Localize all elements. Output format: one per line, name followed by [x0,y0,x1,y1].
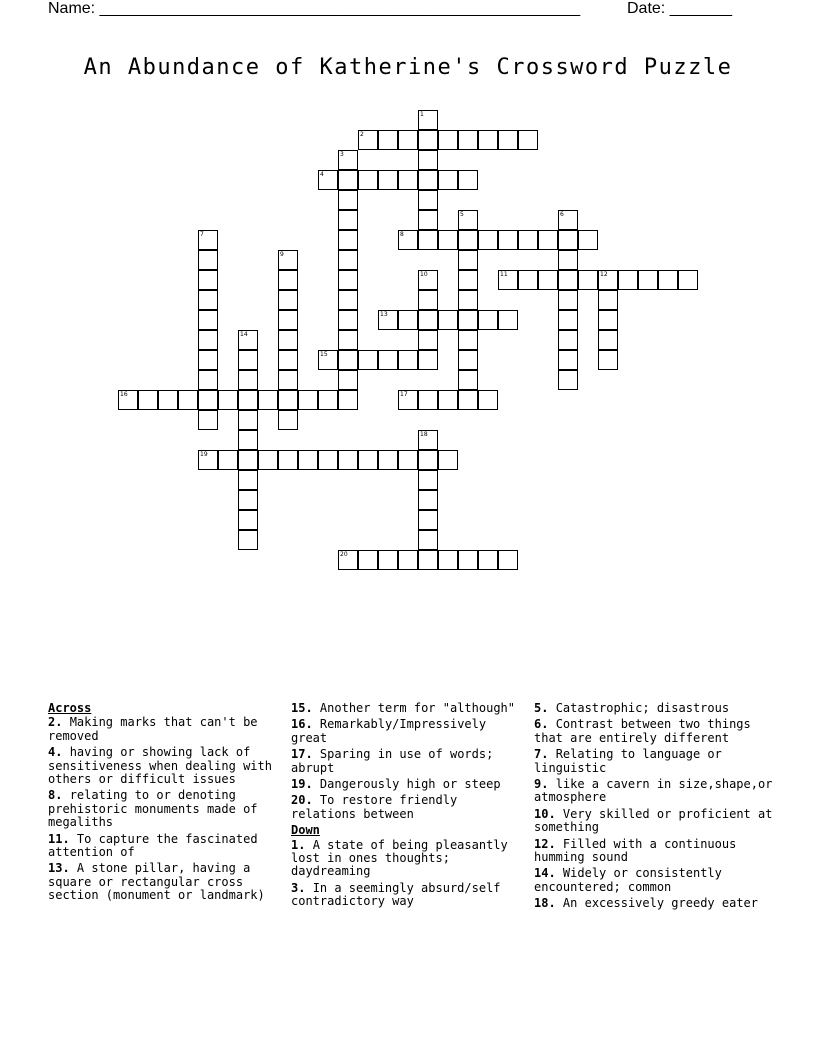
clue-text: Catastrophic; disastrous [555,701,730,715]
crossword-cell[interactable] [478,130,498,150]
clue-number: 1. [291,837,306,852]
crossword-cell[interactable] [238,470,258,490]
crossword-cell[interactable] [238,450,258,470]
clue-down-12 [534,838,774,865]
clue-across-17 [291,748,527,775]
crossword-cell[interactable] [418,470,438,490]
clues-column-3 [534,702,774,914]
crossword-cell[interactable] [358,350,378,370]
cell-number: 4 [320,171,324,178]
crossword-cell[interactable] [558,250,578,270]
crossword-cell[interactable] [298,450,318,470]
crossword-cell[interactable] [418,330,438,350]
crossword-cell[interactable] [598,330,618,350]
crossword-cell[interactable] [558,310,578,330]
crossword-cell[interactable] [578,230,598,250]
crossword-cell[interactable] [238,350,258,370]
clue-number: 6. [534,717,549,732]
cell-number: 1 [420,111,424,118]
crossword-cell[interactable] [418,170,438,190]
crossword-cell[interactable] [278,370,298,390]
clue-text: Very skilled or proficient at something [534,806,773,835]
cell-number: 9 [280,251,284,258]
crossword-cell[interactable] [278,290,298,310]
clue-text: To capture the fascinated attention of [48,831,258,860]
across-heading: Across [48,701,92,715]
crossword-cell[interactable] [458,270,478,290]
crossword-cell[interactable] [478,310,498,330]
crossword-cell[interactable] [398,450,418,470]
crossword-cell[interactable] [418,430,438,450]
crossword-cell[interactable] [278,330,298,350]
crossword-cell[interactable] [458,330,478,350]
cell-number: 20 [340,551,348,558]
clue-across-16 [291,718,527,745]
crossword-cell[interactable] [338,270,358,290]
crossword-cell[interactable] [118,390,138,410]
crossword-cell[interactable] [238,430,258,450]
crossword-cell[interactable] [338,210,358,230]
crossword-cell[interactable] [418,210,438,230]
crossword-cell[interactable] [198,230,218,250]
crossword-cell[interactable] [378,550,398,570]
crossword-cell[interactable] [538,270,558,290]
clue-number: 12. [534,836,556,851]
crossword-cell[interactable] [398,310,418,330]
crossword-cell[interactable] [418,530,438,550]
crossword-cell[interactable] [418,130,438,150]
crossword-cell[interactable] [198,330,218,350]
clue-down-7 [534,748,774,775]
cell-number: 7 [200,231,204,238]
crossword-cell[interactable] [338,150,358,170]
crossword-cell[interactable] [518,130,538,150]
crossword-cell[interactable] [398,550,418,570]
crossword-cell[interactable] [418,270,438,290]
clue-text: Relating to language or linguistic [534,747,722,775]
clue-text: A stone pillar, having a square or rectangular cross section (monument or landmark) [48,861,265,903]
crossword-cell[interactable] [398,130,418,150]
crossword-cell[interactable] [338,230,358,250]
clue-number: 10. [534,806,556,821]
down-heading: Down [291,823,320,838]
cell-number: 17 [400,391,408,398]
crossword-cell[interactable] [658,270,678,290]
crossword-cell[interactable] [398,230,418,250]
crossword-cell[interactable] [198,250,218,270]
crossword-cell[interactable] [558,270,578,290]
crossword-cell[interactable] [198,310,218,330]
crossword-cell[interactable] [238,410,258,430]
clue-text: An excessively greedy eater [562,896,758,911]
crossword-cell[interactable] [318,390,338,410]
crossword-cell[interactable] [318,170,338,190]
clues-column-1 [48,702,284,906]
crossword-cell[interactable] [218,450,238,470]
clue-text: like a cavern in size,shape,or atmosphere [534,777,773,805]
crossword-cell[interactable] [338,450,358,470]
crossword-cell[interactable] [558,350,578,370]
crossword-cell[interactable] [498,130,518,150]
crossword-cell[interactable] [478,550,498,570]
clue-across-19 [291,778,527,791]
crossword-cell[interactable] [458,250,478,270]
crossword-cell[interactable] [458,370,478,390]
cell-number: 15 [320,351,328,358]
cell-number: 2 [360,131,364,138]
clue-number: 15. [291,701,313,715]
crossword-cell[interactable] [198,290,218,310]
crossword-cell[interactable] [598,310,618,330]
crossword-cell[interactable] [378,450,398,470]
crossword-cell[interactable] [338,250,358,270]
clue-across-11 [48,833,284,860]
clue-down-6 [534,718,774,745]
crossword-cell[interactable] [378,170,398,190]
clue-text: relating to or denoting prehistoric monuments made of megaliths [48,788,258,830]
clue-number: 3. [291,880,306,895]
crossword-cell[interactable] [418,550,438,570]
clue-across-20 [291,794,527,821]
crossword-cell[interactable] [558,210,578,230]
crossword-cell[interactable] [498,550,518,570]
date-field[interactable]: Date: _______ [627,0,732,17]
crossword-cell[interactable] [438,310,458,330]
crossword-cell[interactable] [498,270,518,290]
crossword-cell[interactable] [458,230,478,250]
crossword-cell[interactable] [598,350,618,370]
crossword-cell[interactable] [478,390,498,410]
crossword-cell[interactable] [418,490,438,510]
cell-number: 16 [120,391,128,398]
crossword-cell[interactable] [378,130,398,150]
page-title: An Abundance of Katherine's Crossword Puzzle [83,55,733,80]
crossword-cell[interactable] [198,450,218,470]
clue-text: Sparing in use of words; abrupt [291,747,494,775]
crossword-cell[interactable] [278,270,298,290]
cell-number: 3 [340,151,344,158]
crossword-cell[interactable] [398,170,418,190]
crossword-cell[interactable] [518,230,538,250]
crossword-cell[interactable] [198,390,218,410]
crossword-cell[interactable] [278,310,298,330]
crossword-cell[interactable] [398,350,418,370]
clue-across-15 [291,702,527,715]
clue-number: 11. [48,831,70,846]
crossword-cell[interactable] [358,550,378,570]
clue-number: 14. [534,866,556,881]
crossword-cell[interactable] [418,110,438,130]
clue-text: Dangerously high or steep [319,777,501,792]
cell-number: 10 [420,271,428,278]
crossword-cell[interactable] [318,350,338,370]
crossword-cell[interactable] [458,550,478,570]
clue-across-4 [48,746,284,786]
clue-number: 2. [48,715,63,730]
clue-text: Contrast between two things that are entirely different [534,717,751,745]
crossword-cell[interactable] [498,310,518,330]
crossword-cell[interactable] [458,290,478,310]
crossword-cell[interactable] [278,350,298,370]
crossword-cell[interactable] [638,270,658,290]
crossword-cell[interactable] [598,290,618,310]
crossword-cell[interactable] [458,310,478,330]
clue-text: To restore friendly relations between [291,793,458,821]
crossword-cell[interactable] [258,450,278,470]
crossword-cell[interactable] [418,390,438,410]
crossword-cell[interactable] [198,270,218,290]
clues-column-2 [291,702,527,912]
clue-text: Making marks that can't be removed [48,715,258,743]
cell-number: 14 [240,331,248,338]
crossword-cell[interactable] [238,490,258,510]
crossword-cell[interactable] [458,210,478,230]
crossword-cell[interactable] [338,390,358,410]
clue-down-9 [534,778,774,805]
clue-number: 16. [291,717,313,732]
crossword-cell[interactable] [418,510,438,530]
clue-text: A state of being pleasantly lost in ones thoughts; daydreaming [291,837,508,879]
crossword-cell[interactable] [238,330,258,350]
crossword-cell[interactable] [338,330,358,350]
crossword-cell[interactable] [238,370,258,390]
crossword-cell[interactable] [198,410,218,430]
crossword-cell[interactable] [338,350,358,370]
crossword-cell[interactable] [138,390,158,410]
clue-text: Filled with a continuous humming sound [534,836,737,865]
crossword-cell[interactable] [438,230,458,250]
crossword-cell[interactable] [498,230,518,250]
clue-down-3 [291,882,527,909]
crossword-cell[interactable] [438,390,458,410]
crossword-cell[interactable] [238,390,258,410]
crossword-cell[interactable] [418,350,438,370]
crossword-cell[interactable] [438,550,458,570]
crossword-cell[interactable] [458,130,478,150]
clue-down-5 [534,702,774,715]
crossword-cell[interactable] [558,370,578,390]
crossword-cell[interactable] [538,230,558,250]
clue-number: 4. [48,745,63,760]
crossword-cell[interactable] [338,290,358,310]
crossword-cell[interactable] [338,550,358,570]
crossword-cell[interactable] [398,390,418,410]
clue-number: 5. [534,701,549,715]
clue-text: having or showing lack of sensitiveness when dealing with others or difficult issues [48,745,272,787]
crossword-cell[interactable] [418,450,438,470]
crossword-cell[interactable] [198,370,218,390]
crossword-cell[interactable] [158,390,178,410]
cell-number: 19 [200,451,208,458]
crossword-cell[interactable] [258,390,278,410]
clue-number: 18. [534,896,556,911]
clue-text: Remarkably/Impressively great [291,717,487,745]
crossword-cell[interactable] [558,230,578,250]
cell-number: 5 [460,211,464,218]
crossword-cell[interactable] [178,390,198,410]
clue-across-13 [48,862,284,902]
crossword-cell[interactable] [478,230,498,250]
crossword-cell[interactable] [458,350,478,370]
clue-number: 17. [291,747,313,762]
crossword-cell[interactable] [578,270,598,290]
crossword-cell[interactable] [358,170,378,190]
crossword-cell[interactable] [418,230,438,250]
crossword-cell[interactable] [618,270,638,290]
cell-number: 12 [600,271,608,278]
cell-number: 6 [560,211,564,218]
crossword-cell[interactable] [418,190,438,210]
crossword-cell[interactable] [598,270,618,290]
crossword-cell[interactable] [338,190,358,210]
crossword-cell[interactable] [678,270,698,290]
crossword-cell[interactable] [338,170,358,190]
clue-down-18 [534,897,774,910]
name-field[interactable]: Name: ______________________________________________________ [48,0,581,17]
crossword-cell[interactable] [438,130,458,150]
crossword-cell[interactable] [558,290,578,310]
clue-across-8 [48,789,284,829]
cell-number: 13 [380,311,388,318]
crossword-cell[interactable] [198,350,218,370]
clue-down-14 [534,867,774,894]
crossword-cell[interactable] [278,390,298,410]
crossword-cell[interactable] [418,310,438,330]
crossword-cell[interactable] [318,450,338,470]
crossword-cell[interactable] [438,170,458,190]
cell-number: 11 [500,271,508,278]
clue-number: 13. [48,861,70,876]
crossword-cell[interactable] [238,510,258,530]
crossword-cell[interactable] [338,310,358,330]
clue-number: 19. [291,777,313,792]
clue-number: 8. [48,788,63,803]
clue-number: 7. [534,747,549,762]
cell-number: 18 [420,431,428,438]
clue-across-2 [48,716,284,743]
clue-number: 20. [291,793,313,808]
crossword-cell[interactable] [238,530,258,550]
crossword-cell[interactable] [278,250,298,270]
crossword-cell[interactable] [458,390,478,410]
clue-text: Widely or consistently encountered; common [534,866,722,894]
clue-text: In a seemingly absurd/self contradictory way [291,880,501,909]
crossword-cell[interactable] [518,270,538,290]
crossword-cell[interactable] [378,310,398,330]
crossword-cell[interactable] [338,370,358,390]
clue-down-1 [291,839,527,879]
cell-number: 8 [400,231,404,238]
clue-text: Another term for "although" [319,701,515,715]
crossword-cell[interactable] [218,390,238,410]
crossword-cell[interactable] [358,450,378,470]
crossword-cell[interactable] [278,410,298,430]
clue-number: 9. [534,777,549,792]
crossword-cell[interactable] [298,390,318,410]
clue-down-10 [534,808,774,835]
crossword-cell[interactable] [458,170,478,190]
crossword-cell[interactable] [378,350,398,370]
crossword-cell[interactable] [438,450,458,470]
crossword-cell[interactable] [558,330,578,350]
crossword-cell[interactable] [358,130,378,150]
crossword-cell[interactable] [418,290,438,310]
crossword-cell[interactable] [278,450,298,470]
crossword-cell[interactable] [418,150,438,170]
